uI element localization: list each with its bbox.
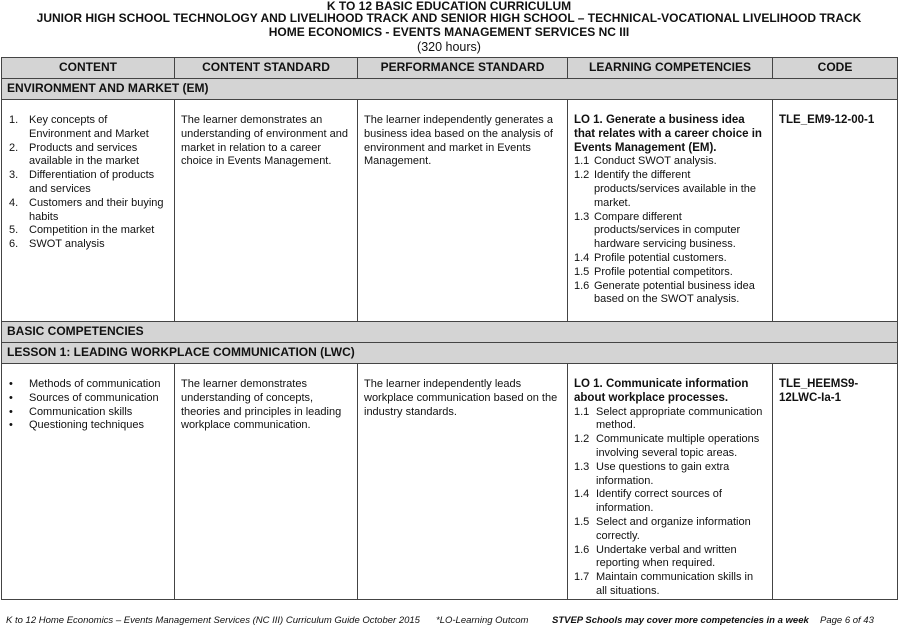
- item-text: Conduct SWOT analysis.: [594, 155, 717, 168]
- item-text: Profile potential competitors.: [594, 265, 733, 278]
- item-number: •: [9, 391, 13, 404]
- curriculum-table: [1, 57, 898, 600]
- list-item: [9, 378, 169, 392]
- competency-item: [574, 433, 767, 461]
- column-header: CONTENT: [2, 58, 175, 79]
- competency-item: [574, 516, 767, 544]
- list-item: [9, 142, 169, 170]
- competency-list: [574, 406, 767, 599]
- item-number: 1.: [9, 114, 19, 126]
- item-number: 1.5: [574, 515, 590, 528]
- item-number: 2.: [9, 141, 19, 154]
- footer-stvep-note: STVEP Schools may cover more competencies in a week: [552, 615, 809, 626]
- item-text: Customers and their buying habits: [29, 196, 164, 223]
- hours-label: (320 hours): [417, 40, 481, 54]
- item-number: 1.7: [574, 571, 590, 584]
- competency-item: [574, 488, 767, 516]
- competency-item: [574, 169, 767, 210]
- competency-item: [574, 252, 767, 266]
- item-text: Select appropriate communication method.: [596, 405, 763, 432]
- item-number: 1.4: [574, 251, 590, 264]
- content-list: [9, 114, 169, 252]
- track-title: JUNIOR HIGH SCHOOL TECHNOLOGY AND LIVELIHOOD TRACK AND SENIOR HIGH SCHOOL – TECHNICAL-VOCATIONAL LIVELIHOOD TRACK: [36, 11, 862, 25]
- competency-item: [574, 280, 767, 308]
- list-item: [9, 419, 169, 433]
- item-text: Communication skills: [29, 405, 133, 418]
- performance-standard-cell: The learner independently generates a business idea based on the analysis of environment and market in Events Management.: [358, 100, 568, 322]
- content-standard-cell: The learner demonstrates understanding of concepts, theories and principles in leading workplace communication.: [175, 364, 358, 600]
- table-row: [2, 364, 898, 600]
- competency-code: TLE_EM9-12-00-1: [779, 114, 875, 126]
- column-header: LEARNING COMPETENCIES: [568, 58, 773, 79]
- list-item: [9, 224, 169, 238]
- competency-list: [574, 155, 767, 307]
- item-number: 1.4: [574, 488, 590, 501]
- item-number: 1.2: [574, 433, 590, 446]
- item-number: 1.6: [574, 279, 590, 292]
- list-item: [9, 406, 169, 420]
- program-title: HOME ECONOMICS - EVENTS MANAGEMENT SERVICES NC III: [268, 25, 630, 39]
- item-text: Communicate multiple operations involving several topic areas.: [596, 433, 760, 459]
- item-text: Use questions to gain extra information.: [596, 460, 730, 487]
- competencies-cell: [568, 364, 773, 600]
- item-text: Profile potential customers.: [594, 251, 727, 264]
- competency-item: [574, 211, 767, 252]
- item-number: 1.2: [574, 169, 590, 182]
- list-item: [9, 114, 169, 142]
- competencies-cell: [568, 100, 773, 322]
- competency-item: [574, 406, 767, 434]
- item-number: 6.: [9, 238, 19, 251]
- item-number: 1.3: [574, 460, 590, 473]
- column-header: CONTENT STANDARD: [175, 58, 358, 79]
- content-standard-cell: The learner demonstrates an understanding of environment and market in relation to a career choice in Events Management.: [175, 100, 358, 322]
- performance-standard-cell: The learner independently leads workplace communication based on the industry standards.: [358, 364, 568, 600]
- section-title: BASIC COMPETENCIES: [2, 322, 898, 343]
- list-item: [9, 392, 169, 406]
- column-header: PERFORMANCE STANDARD: [358, 58, 568, 79]
- item-text: Select and organize information correctly.: [596, 515, 751, 542]
- list-item: [9, 197, 169, 225]
- item-number: 1.3: [574, 210, 590, 223]
- competency-item: [574, 155, 767, 169]
- competency-item: [574, 544, 767, 572]
- item-number: 1.5: [574, 265, 590, 278]
- item-text: Competition in the market: [29, 224, 155, 237]
- item-text: Compare different products/services in computer hardware servicing business.: [594, 210, 741, 251]
- item-text: Sources of communication: [29, 391, 159, 404]
- content-list: [9, 378, 169, 433]
- code-cell: [773, 364, 898, 600]
- item-number: 4.: [9, 196, 19, 209]
- section-title: LESSON 1: LEADING WORKPLACE COMMUNICATION (LWC): [2, 343, 898, 364]
- item-text: Key concepts of Environment and Market: [29, 114, 149, 140]
- item-text: Undertake verbal and written reporting when required.: [596, 543, 737, 570]
- item-number: 1.1: [574, 405, 590, 418]
- page-number: Page 6 of 43: [820, 615, 874, 626]
- item-number: •: [9, 419, 13, 432]
- competency-code: TLE_HEEMS9-12LWC-Ia-1: [779, 378, 859, 404]
- section-row-lwc: [2, 343, 898, 364]
- code-cell: [773, 100, 898, 322]
- learning-outcome-title: LO 1. Communicate information about workplace processes.: [574, 378, 749, 404]
- item-number: •: [9, 378, 13, 390]
- item-number: 1.1: [574, 155, 590, 168]
- curriculum-title: K TO 12 BASIC EDUCATION CURRICULUM: [326, 0, 572, 13]
- competency-item: [574, 266, 767, 280]
- footer-lo-note: *LO-Learning Outcom: [436, 615, 529, 626]
- item-text: Identify the different products/services available in the market.: [594, 169, 757, 209]
- item-number: 1.6: [574, 543, 590, 556]
- section-row-em: [2, 79, 898, 100]
- footer-guide-title: K to 12 Home Economics – Events Management Services (NC III) Curriculum Guide October 2015: [6, 615, 420, 626]
- item-number: 3.: [9, 169, 19, 182]
- item-text: Methods of communication: [29, 378, 161, 390]
- competency-item: [574, 571, 767, 599]
- item-number: 5.: [9, 224, 19, 237]
- page-footer: [0, 614, 898, 628]
- learning-outcome-title: LO 1. Generate a business idea that relates with a career choice in Events Management (EM).: [574, 114, 762, 154]
- item-text: Generate potential business idea based on the SWOT analysis.: [594, 279, 755, 306]
- list-item: [9, 238, 169, 252]
- item-text: SWOT analysis: [29, 238, 105, 251]
- item-text: Maintain communication skills in all situations.: [596, 571, 754, 597]
- table-row: [2, 100, 898, 322]
- column-header: CODE: [773, 58, 898, 79]
- item-number: •: [9, 405, 13, 418]
- content-cell: [2, 100, 175, 322]
- competency-item: [574, 461, 767, 489]
- section-title: ENVIRONMENT AND MARKET (EM): [2, 79, 898, 100]
- item-text: Questioning techniques: [29, 419, 144, 432]
- content-cell: [2, 364, 175, 600]
- list-item: [9, 169, 169, 197]
- item-text: Identify correct sources of information.: [596, 488, 722, 515]
- item-text: Differentiation of products and services: [29, 169, 155, 195]
- column-header-row: [2, 58, 898, 79]
- item-text: Products and services available in the market: [29, 141, 140, 168]
- section-row-basic: [2, 322, 898, 343]
